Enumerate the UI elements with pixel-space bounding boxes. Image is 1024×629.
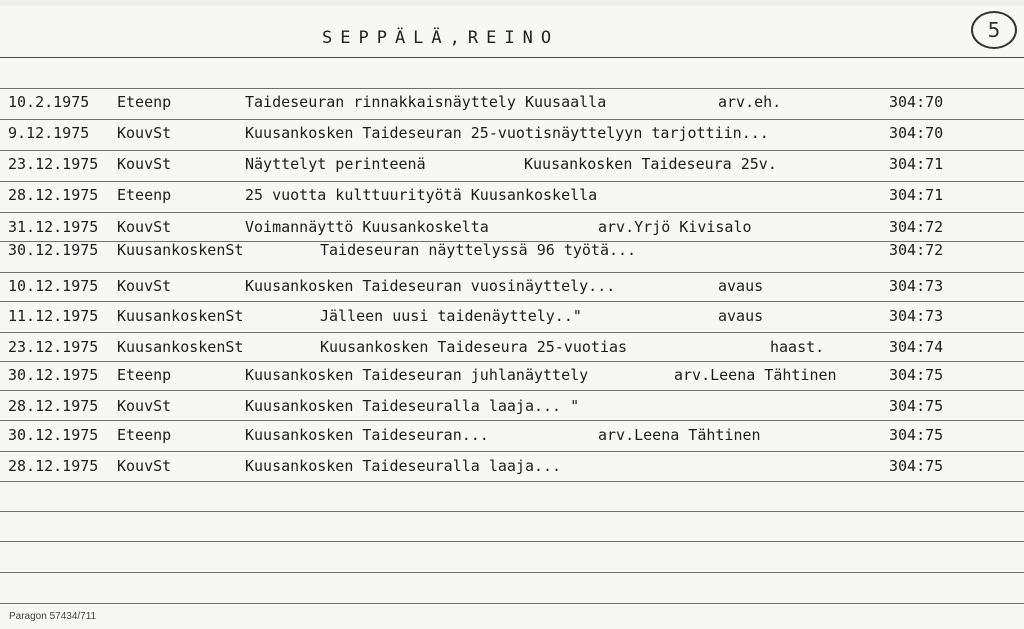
ruled-line bbox=[0, 603, 1024, 604]
entry-reference: 304:70 bbox=[889, 93, 944, 111]
entry-reference: 304:75 bbox=[889, 457, 944, 475]
entry-date: 11.12.1975 bbox=[8, 307, 99, 325]
ruled-line bbox=[0, 572, 1024, 573]
ruled-line bbox=[0, 511, 1024, 512]
entry-source: KuusankoskenSt bbox=[117, 241, 244, 259]
table-row bbox=[0, 124, 1024, 154]
table-row bbox=[0, 277, 1024, 307]
entry-note: arv.eh. bbox=[718, 93, 782, 111]
entry-source: KouvSt bbox=[117, 155, 172, 173]
entry-note: arv.Yrjö Kivisalo bbox=[598, 218, 752, 236]
entry-reference: 304:71 bbox=[889, 155, 944, 173]
entry-note: avaus bbox=[718, 307, 764, 325]
entry-source: KouvSt bbox=[117, 457, 172, 475]
entry-source: KouvSt bbox=[117, 124, 172, 142]
entry-note: Kuusankosken Taideseura 25v. bbox=[524, 155, 777, 173]
entry-reference: 304:72 bbox=[889, 241, 944, 259]
entry-source: KouvSt bbox=[117, 218, 172, 236]
ruled-line bbox=[0, 88, 1024, 89]
entry-title: Kuusankosken Taideseuran vuosinäyttely... bbox=[245, 277, 616, 295]
entry-title: Kuusankosken Taideseuran juhlanäyttely bbox=[245, 366, 589, 384]
table-row bbox=[0, 397, 1024, 427]
table-row bbox=[0, 93, 1024, 123]
entry-reference: 304:72 bbox=[889, 218, 944, 236]
table-row bbox=[0, 241, 1024, 271]
entry-title: Kuusankosken Taideseuralla laaja... " bbox=[245, 397, 580, 415]
table-row bbox=[0, 186, 1024, 216]
table-row bbox=[0, 457, 1024, 487]
entry-date: 30.12.1975 bbox=[8, 241, 99, 259]
entry-title: Taideseuran näyttelyssä 96 työtä... bbox=[320, 241, 637, 259]
entry-title: Kuusankosken Taideseuralla laaja... bbox=[245, 457, 562, 475]
entry-note: arv.Leena Tähtinen bbox=[674, 366, 837, 384]
entry-date: 31.12.1975 bbox=[8, 218, 99, 236]
entry-reference: 304:74 bbox=[889, 338, 944, 356]
card-header-name: SEPPÄLÄ,REINO bbox=[322, 28, 560, 48]
entry-date: 28.12.1975 bbox=[8, 186, 99, 204]
entry-source: Eteenp bbox=[117, 186, 172, 204]
entry-title: Jälleen uusi taidenäyttely.." bbox=[320, 307, 582, 325]
entry-note: haast. bbox=[770, 338, 825, 356]
entry-date: 30.12.1975 bbox=[8, 426, 99, 444]
entry-note: arv.Leena Tähtinen bbox=[598, 426, 761, 444]
entry-title: Kuusankosken Taideseuran... bbox=[245, 426, 489, 444]
entry-reference: 304:73 bbox=[889, 307, 944, 325]
ruled-line bbox=[0, 272, 1024, 273]
entry-reference: 304:75 bbox=[889, 366, 944, 384]
entry-reference: 304:75 bbox=[889, 397, 944, 415]
entry-title: 25 vuotta kulttuurityötä Kuusankoskella bbox=[245, 186, 598, 204]
table-row bbox=[0, 307, 1024, 337]
entry-date: 10.2.1975 bbox=[8, 93, 90, 111]
entry-date: 28.12.1975 bbox=[8, 397, 99, 415]
ruled-line bbox=[0, 541, 1024, 542]
entry-source: Eteenp bbox=[117, 93, 172, 111]
entry-source: KuusankoskenSt bbox=[117, 307, 244, 325]
entry-source: KouvSt bbox=[117, 397, 172, 415]
table-row bbox=[0, 366, 1024, 396]
table-row bbox=[0, 155, 1024, 185]
entry-source: KouvSt bbox=[117, 277, 172, 295]
entry-date: 23.12.1975 bbox=[8, 338, 99, 356]
entry-title: Taideseuran rinnakkaisnäyttely Kuusaalla bbox=[245, 93, 607, 111]
table-row bbox=[0, 426, 1024, 456]
entry-source: KuusankoskenSt bbox=[117, 338, 244, 356]
entry-date: 23.12.1975 bbox=[8, 155, 99, 173]
entry-date: 30.12.1975 bbox=[8, 366, 99, 384]
entry-note: avaus bbox=[718, 277, 764, 295]
entry-date: 28.12.1975 bbox=[8, 457, 99, 475]
entry-title: Kuusankosken Taideseura 25-vuotias bbox=[320, 338, 628, 356]
table-row bbox=[0, 338, 1024, 368]
page-number-circle: 5 bbox=[971, 11, 1017, 49]
card-top-edge bbox=[0, 0, 1024, 6]
entry-source: Eteenp bbox=[117, 366, 172, 384]
entry-reference: 304:73 bbox=[889, 277, 944, 295]
entry-title: Näyttelyt perinteenä bbox=[245, 155, 426, 173]
entry-title: Voimannäyttö Kuusankoskelta bbox=[245, 218, 489, 236]
entry-reference: 304:71 bbox=[889, 186, 944, 204]
card-footer-imprint: Paragon 57434/711 bbox=[9, 611, 97, 622]
entry-date: 9.12.1975 bbox=[8, 124, 90, 142]
entry-date: 10.12.1975 bbox=[8, 277, 99, 295]
entry-title: Kuusankosken Taideseuran 25-vuotisnäyttelyyn tarjottiin... bbox=[245, 124, 769, 142]
entry-reference: 304:70 bbox=[889, 124, 944, 142]
header-rule bbox=[0, 57, 1024, 58]
entry-source: Eteenp bbox=[117, 426, 172, 444]
entry-reference: 304:75 bbox=[889, 426, 944, 444]
